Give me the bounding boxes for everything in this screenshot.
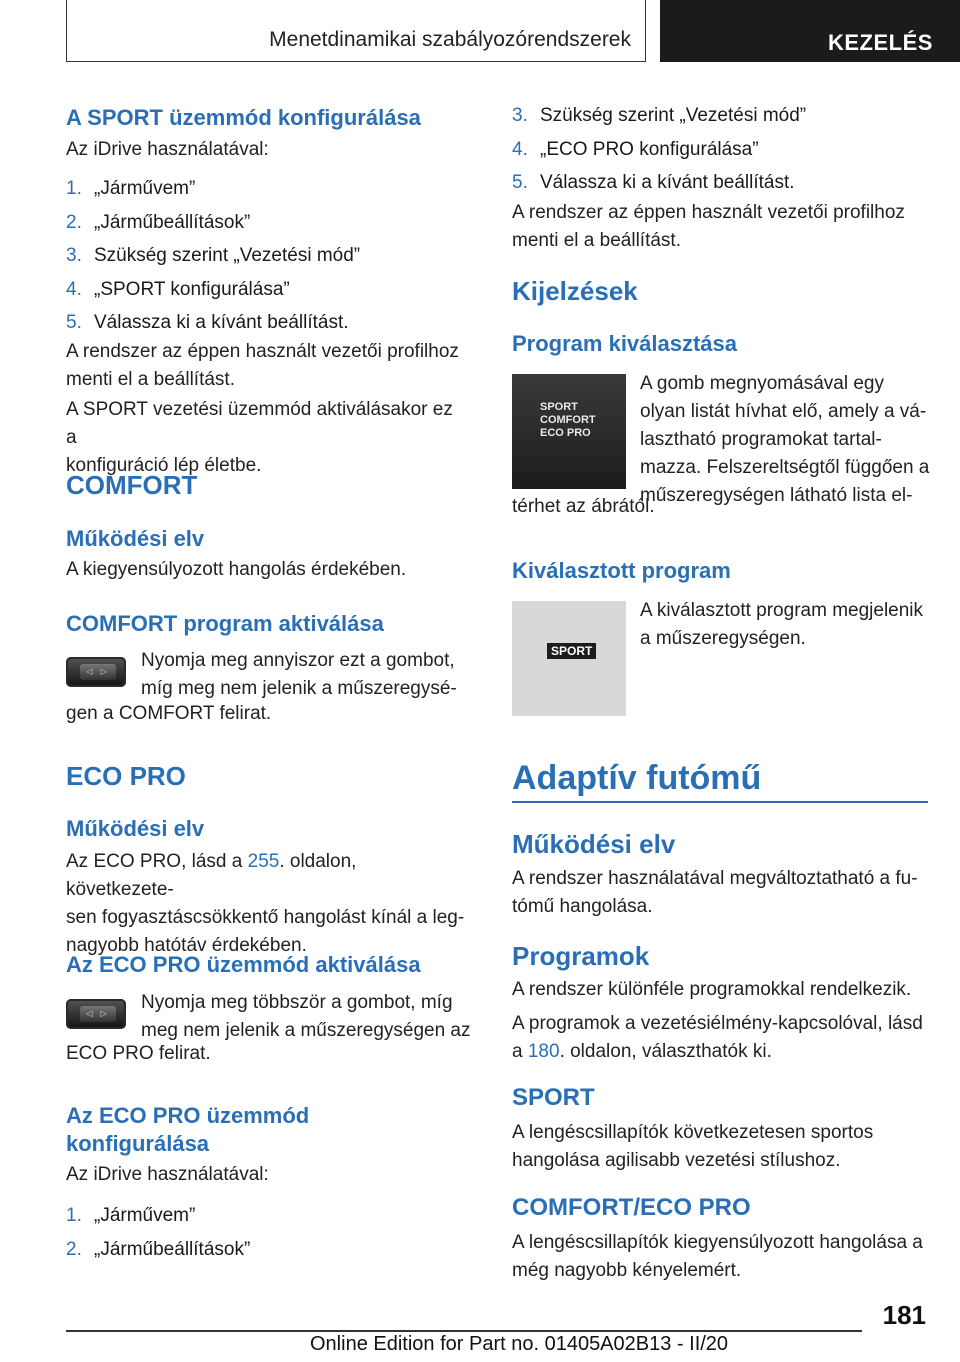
- heading-comfort-principle: Működési elv: [66, 526, 205, 551]
- heading-selected-program: Kiválasztott program: [512, 558, 731, 583]
- page-number: 181: [882, 1300, 926, 1330]
- paragraph-program-selection-end: térhet az ábrától.: [512, 496, 655, 517]
- heading-adaptive-suspension: Adaptív futómű: [512, 759, 762, 797]
- paragraph-sport: A lengéscsillapítók következetesen sportos hangolása agilisabb vezetési stílushoz.: [512, 1122, 874, 1171]
- heading-kijelzesek: Kijelzések: [512, 276, 638, 306]
- page-link-180[interactable]: 180: [527, 1041, 560, 1062]
- chapter-label: KEZELÉS: [828, 30, 933, 55]
- screen-item-eco-pro: ECO PRO: [540, 427, 591, 439]
- selected-program-image: [512, 601, 626, 716]
- list-item: 1. „Járművem”: [66, 178, 196, 199]
- paragraph-eco-principle: Az ECO PRO, lásd a 255. oldalon, következete- sen fogyasztáscsökkentő hangolást kínál a leg- nagyobb hatótáv érdekében.: [66, 851, 465, 956]
- heading-eco-activate: Az ECO PRO üzemmód aktiválása: [66, 952, 421, 977]
- screen-item-sport: SPORT: [540, 401, 578, 413]
- paragraph-principle: A rendszer használatával megváltoztatható a fu- tómű hangolása.: [512, 868, 918, 917]
- idrive-intro: Az iDrive használatával:: [66, 139, 269, 160]
- footer-divider: [66, 1330, 862, 1332]
- list-item: 4. „ECO PRO konfigurálása”: [512, 138, 759, 160]
- paragraph-program-selection: A gomb megnyomásával egy olyan listát hívhat elő, amely a vá- lasztható programokat tartal- mazza. Felszereltségtől függően a műszeregységen látható lista el-: [640, 373, 930, 506]
- paragraph-eco-activate: Nyomja meg többször a gombot, míg meg nem jelenik a műszeregységen az: [141, 992, 471, 1041]
- list-item: 1. „Járművem”: [66, 1205, 196, 1226]
- steps-list-3: [512, 102, 912, 203]
- paragraph-selected-program: A kiválasztott program megjelenik a műszeregységen.: [640, 600, 924, 649]
- list-item: 4. „SPORT konfigurálása”: [66, 278, 290, 300]
- driving-mode-button-icon: ◁ ▷: [66, 999, 126, 1029]
- header-section-box: [66, 0, 646, 62]
- heading-principle: Működési elv: [512, 829, 676, 859]
- paragraph-programs-a: A rendszer különféle programokkal rendelkezik.: [512, 979, 912, 1000]
- heading-sport-config: A SPORT üzemmód konfigurálása: [66, 105, 421, 130]
- list-item: 2. „Járműbeállítások”: [66, 211, 251, 233]
- paragraph-comfort-principle: A kiegyensúlyozott hangolás érdekében.: [66, 559, 407, 580]
- heading-programs: Programok: [512, 941, 650, 971]
- paragraph-comfort-activate: Nyomja meg annyiszor ezt a gombot, míg meg nem jelenik a műszeregysé-: [141, 650, 457, 699]
- heading-eco-pro: ECO PRO: [66, 761, 186, 791]
- steps-list-1: [66, 175, 466, 343]
- heading-sport: SPORT: [512, 1084, 595, 1111]
- list-item: 5. Válassza ki a kívánt beállítást.: [66, 312, 349, 333]
- paragraph-comfort-activate-end: gen a COMFORT felirat.: [66, 703, 272, 724]
- screen-item-comfort: COMFORT: [540, 414, 596, 426]
- program-list-image: [512, 374, 626, 489]
- list-item: 3. Szükség szerint „Vezetési mód”: [512, 105, 807, 126]
- section-title: Menetdinamikai szabályozórendszerek: [269, 28, 631, 51]
- sport-badge: SPORT: [547, 643, 596, 659]
- heading-comfort: COMFORT: [66, 470, 198, 500]
- paragraph-eco-activate-end: ECO PRO felirat.: [66, 1043, 211, 1064]
- heading-program-selection: Program kiválasztása: [512, 331, 738, 356]
- list-item: 5. Válassza ki a kívánt beállítást.: [512, 172, 795, 193]
- list-item: 2. „Járműbeállítások”: [66, 1238, 251, 1260]
- heading-underline: [512, 801, 928, 803]
- paragraph-saved-right: A rendszer az éppen használt vezetői profilhoz menti el a beállítást.: [512, 202, 905, 251]
- list-item: 3. Szükség szerint „Vezetési mód”: [66, 245, 361, 266]
- page-link-255[interactable]: 255: [247, 851, 280, 872]
- driving-mode-button-icon: ◁ ▷: [66, 657, 126, 687]
- steps-list-2: [66, 1202, 466, 1269]
- paragraph-programs-b: A programok a vezetésiélmény-kapcsolóval, lásd a 180. oldalon, választhatók ki.: [512, 1013, 923, 1062]
- chapter-tab: [660, 0, 960, 62]
- paragraph-active: A SPORT vezetési üzemmód aktiválásakor ez a konfiguráció lép életbe.: [66, 399, 453, 476]
- footer-edition: Online Edition for Part no. 01405A02B13 - II/20: [310, 1333, 729, 1355]
- paragraph-saved: A rendszer az éppen használt vezetői profilhoz menti el a beállítást.: [66, 341, 459, 390]
- heading-comfort-activate: COMFORT program aktiválása: [66, 611, 384, 636]
- heading-comfort-eco: COMFORT/ECO PRO: [512, 1194, 751, 1221]
- heading-eco-config: Az ECO PRO üzemmód konfigurálása: [66, 1103, 310, 1156]
- heading-eco-principle: Működési elv: [66, 816, 205, 841]
- idrive-intro-2: Az iDrive használatával:: [66, 1164, 269, 1185]
- paragraph-comfort-eco: A lengéscsillapítók kiegyensúlyozott hangolása a még nagyobb kényelemért.: [512, 1232, 923, 1281]
